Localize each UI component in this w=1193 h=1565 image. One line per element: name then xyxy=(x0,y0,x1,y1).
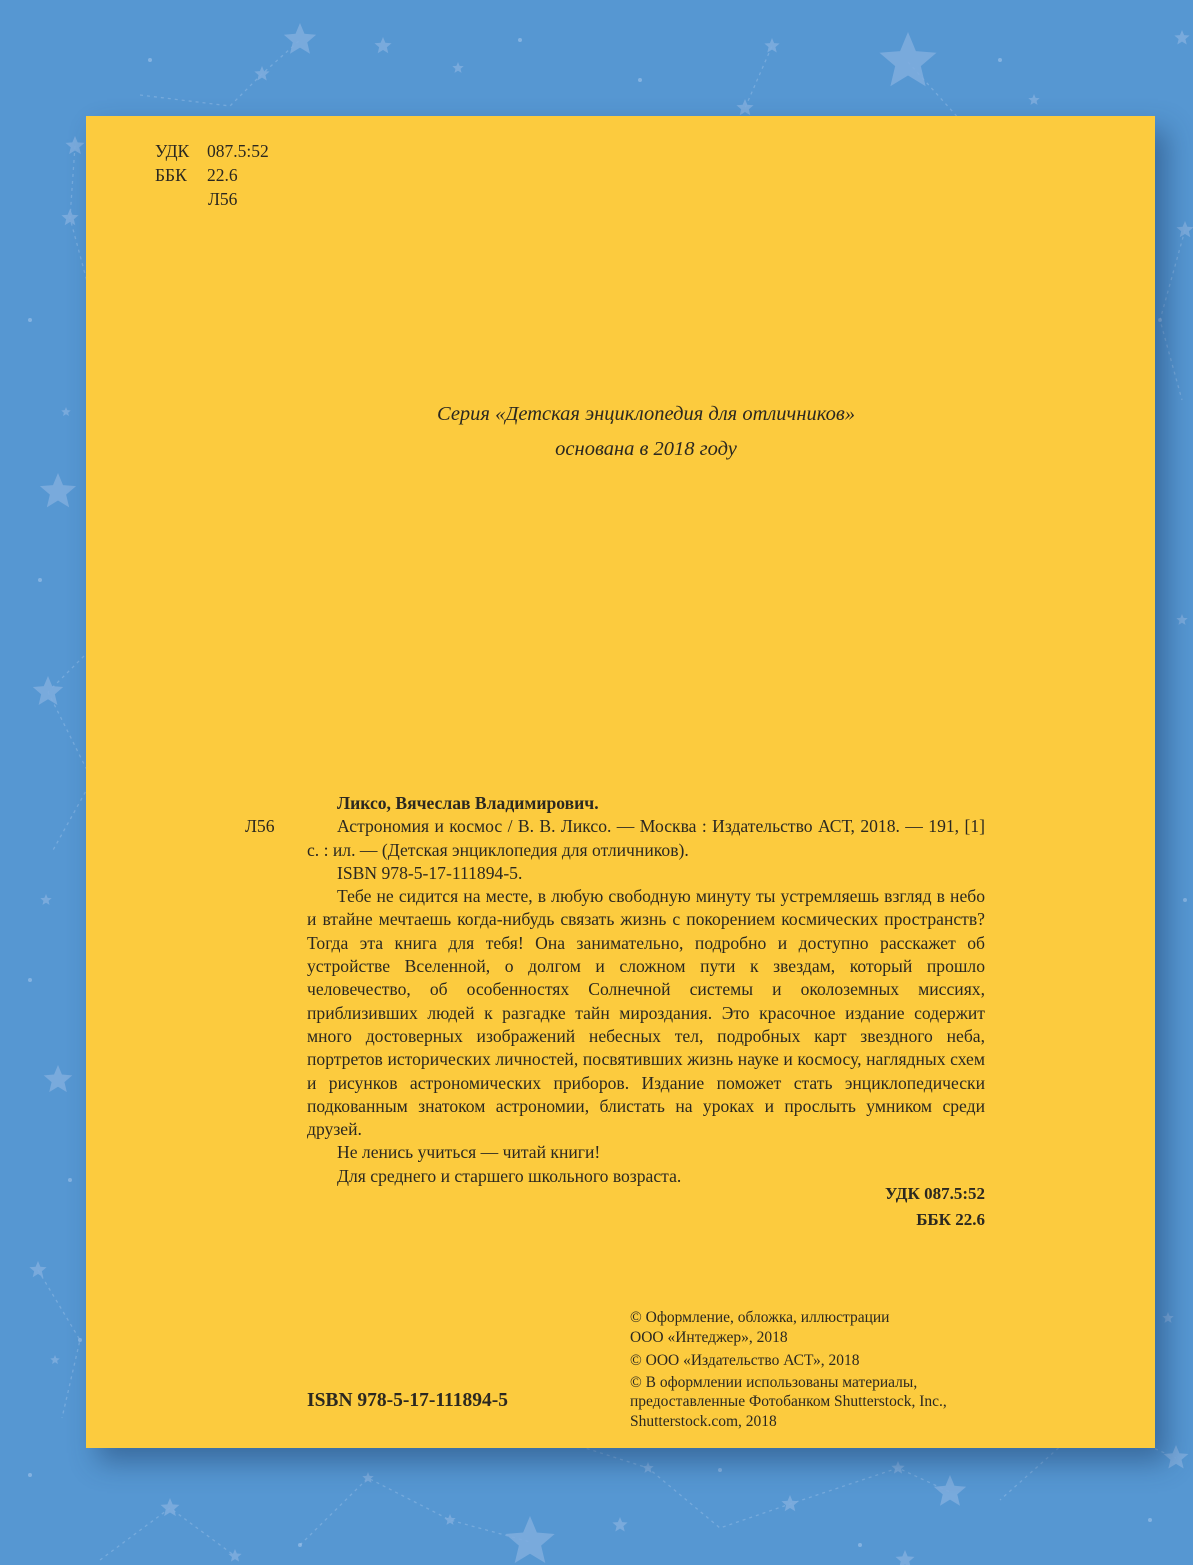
record-isbn: ISBN 978-5-17-111894-5. xyxy=(337,862,523,883)
star-icon xyxy=(1174,30,1189,44)
annotation-slogan: Не ленись учиться — читай книги! xyxy=(337,1142,601,1163)
background-dot xyxy=(998,58,1002,62)
star-icon xyxy=(444,1514,455,1525)
background-dot xyxy=(28,318,32,322)
star-icon xyxy=(452,62,463,73)
star-icon xyxy=(891,1461,904,1474)
star-icon xyxy=(505,1516,554,1563)
star-icon xyxy=(65,136,84,154)
background-dot xyxy=(858,1543,862,1547)
annotation-paragraph: Тебе не сидится на месте, в любую свободную минуту ты устремляешь взгляд в небо и втайне мечтаешь когда-нибудь связать жизнь с покорением космических пространств? Тогда эта книга для тебя! Она занимательно, подробно и доступно расскажет об устройстве Вселенной, о долгом и сложном пути к звездам, который прошло человечество, об особенностях Солнечной системы и околоземных миссиях, приблизивших людей к разгадке тайн мироздания. Это красочное издание содержит много достоверных изображений небесных тел, подробных карт звездного неба, портретов исторических личностей, посвятивших жизнь науке и космосу, наглядных схем и рисунков астрономических приборов. Издание поможет стать энциклопедически подкованным знатоком астрономии, блистать на уроках и прослыть умником среди друзей. xyxy=(307,886,985,1140)
isbn-footer: ISBN 978-5-17-111894-5 xyxy=(307,1390,508,1411)
star-icon xyxy=(642,1462,653,1473)
star-icon xyxy=(44,1065,73,1092)
star-icon xyxy=(40,473,76,507)
udk-label: УДК xyxy=(155,141,190,161)
star-icon xyxy=(284,23,316,54)
copyright-materials-line2: предоставленные Фотобанком Shutterstock, Inc., xyxy=(630,1393,947,1410)
star-icon xyxy=(879,32,936,86)
background-dot xyxy=(518,38,522,42)
background-dot xyxy=(28,978,32,982)
star-icon xyxy=(50,1355,60,1364)
star-icon xyxy=(254,66,269,80)
star-icon xyxy=(736,99,753,115)
star-icon xyxy=(1164,1445,1189,1469)
star-icon xyxy=(895,1550,914,1565)
imprint-page xyxy=(86,116,1155,1448)
record-margin-sign: Л56 xyxy=(245,816,275,837)
copyright-design-company: ООО «Интеджер», 2018 xyxy=(630,1328,788,1346)
star-icon xyxy=(781,1495,798,1511)
bbk-row xyxy=(155,163,269,187)
background-dot xyxy=(1148,1518,1152,1522)
star-icon xyxy=(40,894,51,905)
star-icon xyxy=(228,1549,241,1562)
bbk-footer: ББК 22.6 xyxy=(916,1210,985,1229)
background-dot xyxy=(148,58,152,62)
background-dot xyxy=(68,1178,72,1182)
series-note xyxy=(307,397,985,467)
background-dot xyxy=(1183,898,1187,902)
star-icon xyxy=(29,1261,46,1277)
star-icon xyxy=(374,37,391,53)
bibliographic-block xyxy=(245,792,985,1188)
background-dot xyxy=(298,1543,302,1547)
star-icon xyxy=(1176,221,1193,237)
star-icon xyxy=(362,1472,373,1483)
bbk-label: ББК xyxy=(155,165,187,185)
udk-row xyxy=(155,139,269,163)
author-heading: Ликсо, Вячеслав Владимирович. xyxy=(337,793,599,813)
star-icon xyxy=(1028,94,1039,105)
star-icon xyxy=(612,1517,627,1531)
background-dot xyxy=(38,578,42,582)
star-icon xyxy=(1162,1312,1173,1323)
copyright-materials-line1: © В оформлении использованы материалы, xyxy=(630,1373,918,1391)
series-line2: основана в 2018 году xyxy=(555,438,737,460)
classification-block xyxy=(155,139,269,211)
author-sign: Л56 xyxy=(208,189,238,209)
star-icon xyxy=(1176,614,1187,625)
star-icon xyxy=(61,209,78,225)
annotation-age-note: Для среднего и старшего школьного возраста. xyxy=(337,1165,682,1186)
copyright-block xyxy=(630,1308,1020,1431)
classification-footer xyxy=(307,1181,985,1233)
star-icon xyxy=(61,407,71,416)
copyright-design-line: © Оформление, обложка, иллюстрации xyxy=(630,1309,890,1326)
udk-footer: УДК 087.5:52 xyxy=(885,1184,985,1203)
record-description xyxy=(245,815,985,862)
background-dot xyxy=(638,78,642,82)
background-dot xyxy=(1158,318,1162,322)
copyright-publisher: © ООО «Издательство АСТ», 2018 xyxy=(630,1352,860,1369)
bbk-value: 22.6 xyxy=(207,165,238,185)
star-icon xyxy=(33,676,63,705)
star-icon xyxy=(764,38,779,52)
udk-value: 087.5:52 xyxy=(207,141,269,161)
background-dot xyxy=(718,1468,722,1472)
record-description-text: Астрономия и космос / В. В. Ликсо. — Москва : Издательство АСТ, 2018. — 191, [1] с. : ил. — (Детская энциклопедия для отличников). xyxy=(307,816,985,860)
background-dot xyxy=(28,1473,32,1477)
background-dot xyxy=(78,1338,82,1342)
star-icon xyxy=(934,1475,966,1506)
copyright-materials-line3: Shutterstock.com, 2018 xyxy=(630,1412,777,1430)
series-line1: Серия «Детская энциклопедия для отличников» xyxy=(437,403,855,425)
